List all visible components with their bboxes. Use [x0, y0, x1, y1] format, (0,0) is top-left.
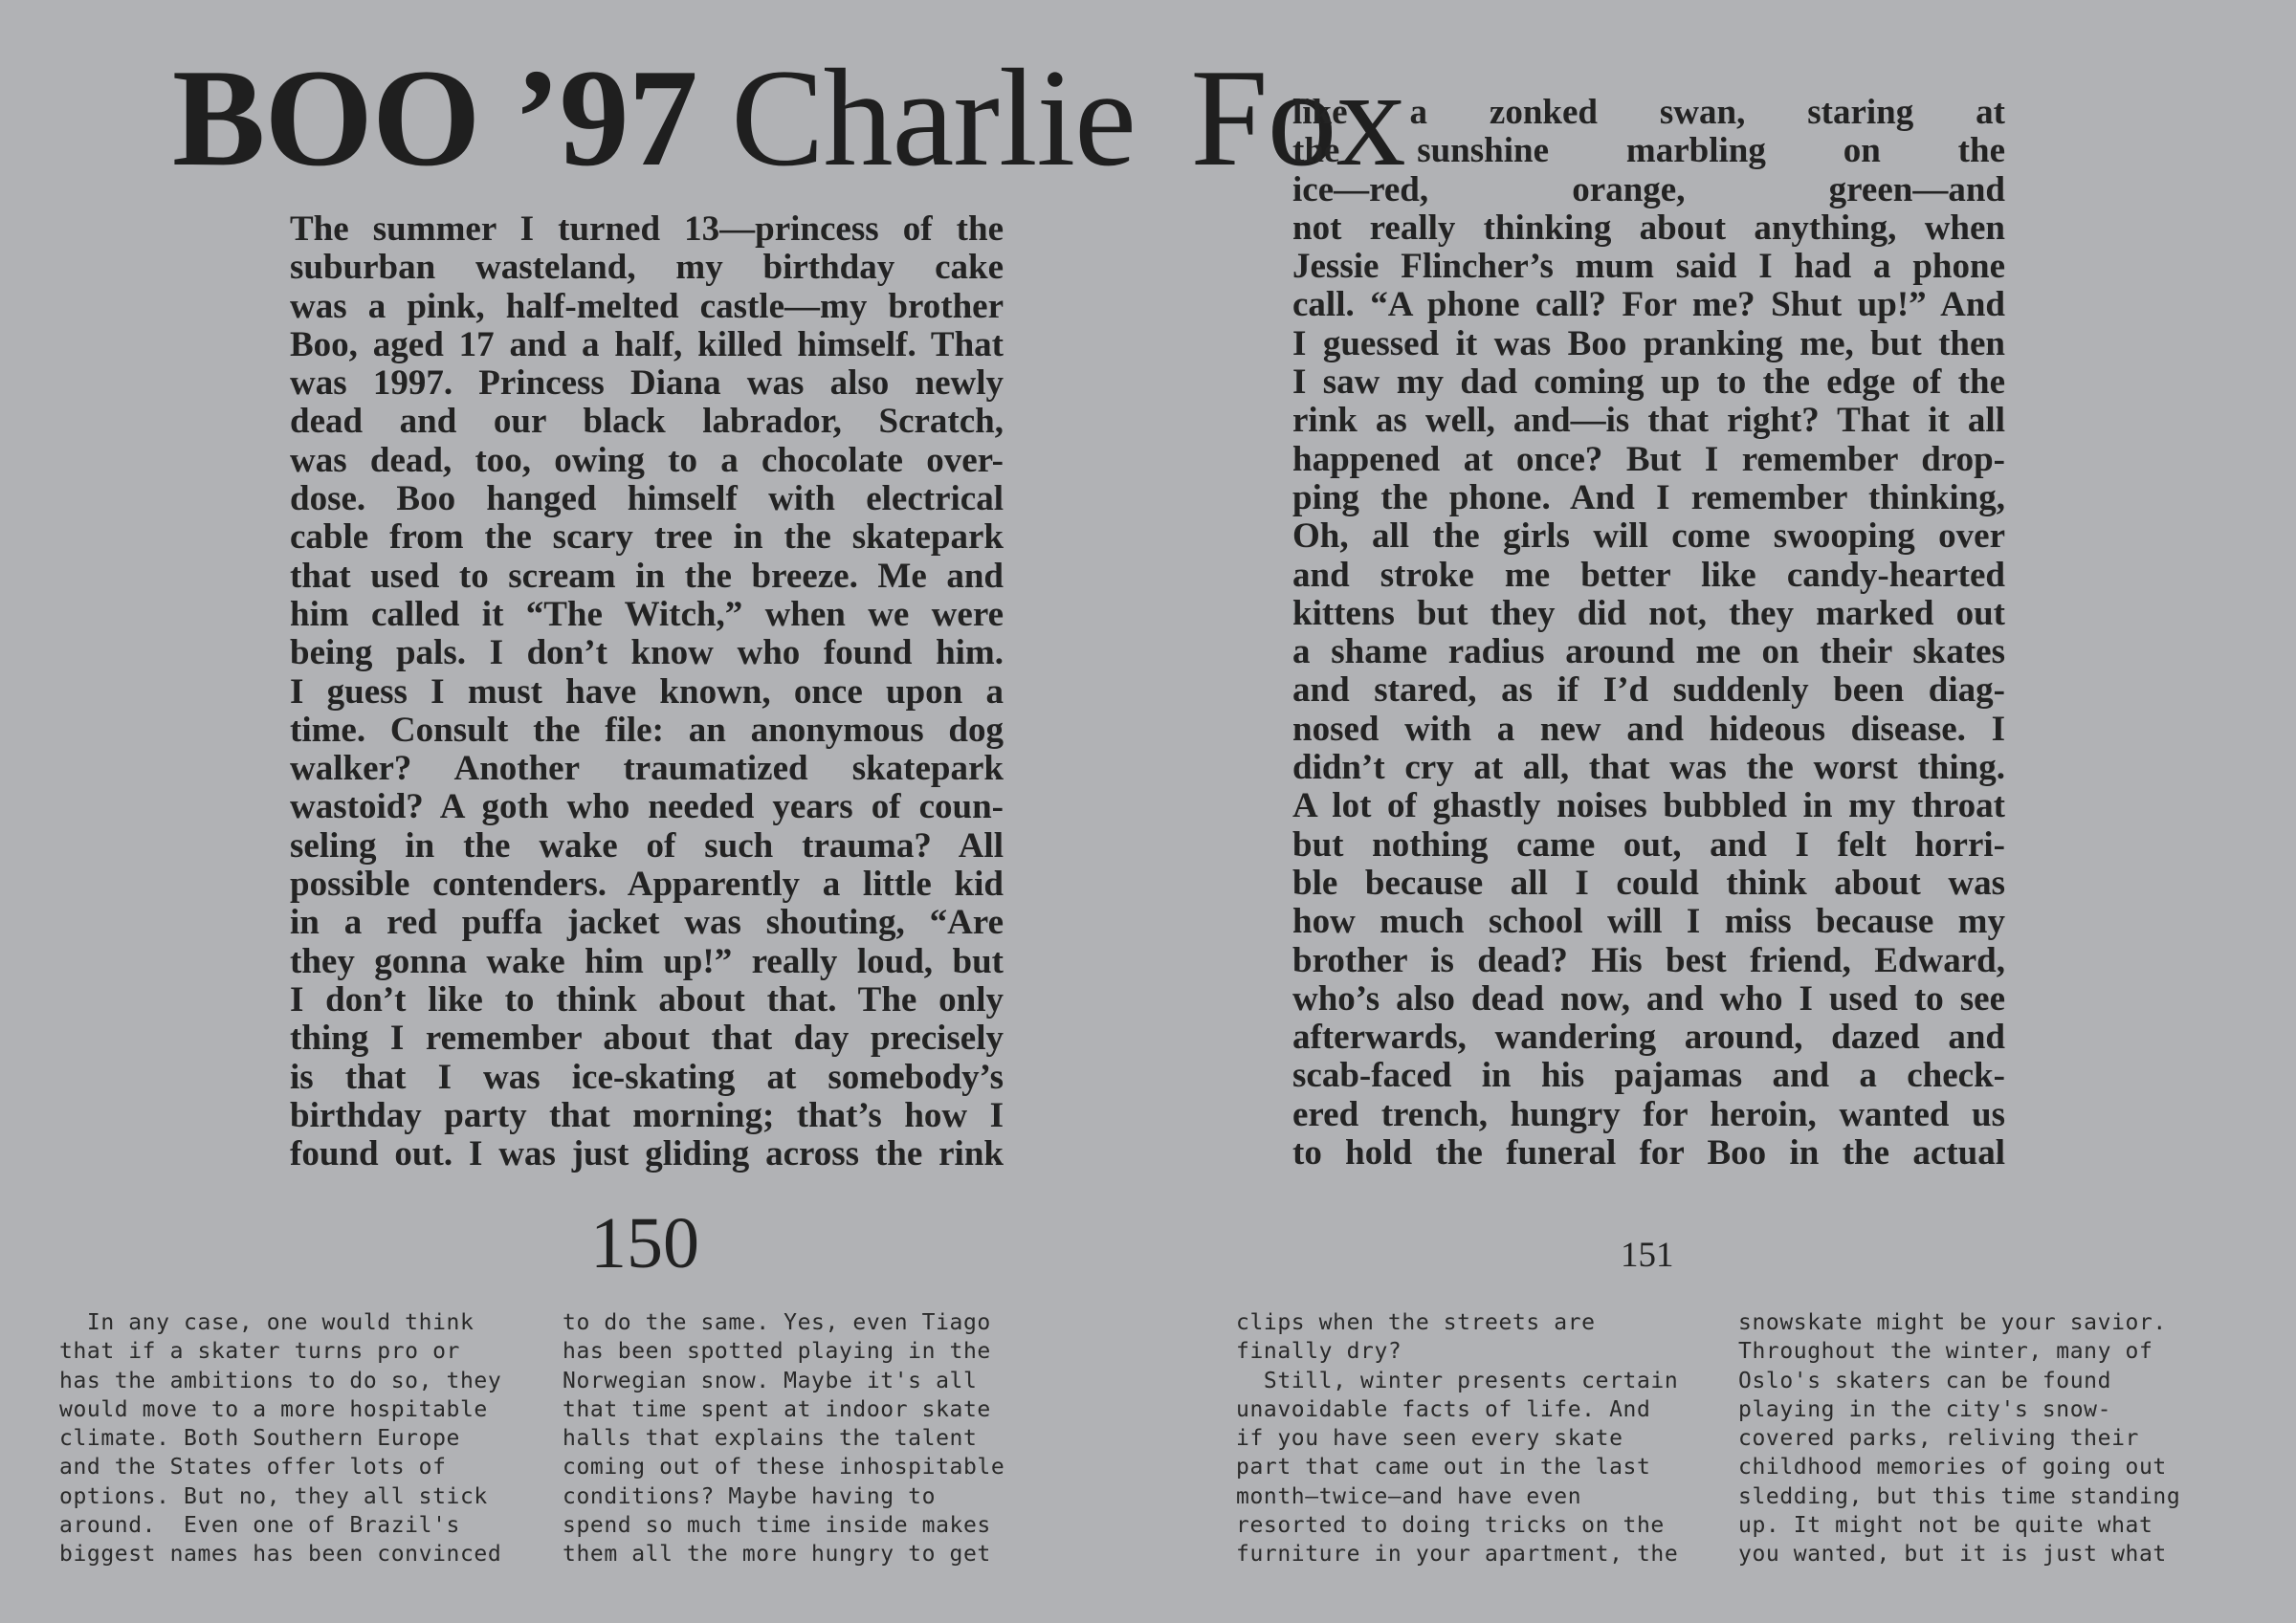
author-name: Charlie Fox	[731, 40, 1405, 195]
text-line: Jessie Flincher’s mum said I had a phone	[1292, 247, 2005, 287]
text-line: clips when the streets are	[1236, 1310, 1596, 1335]
text-line: would move to a more hospitable	[59, 1396, 488, 1422]
text-line: I guessed it was Boo pranking me, but then	[1292, 323, 2005, 363]
text-line: biggest names has been convinced	[59, 1542, 502, 1568]
text-line: resorted to doing tricks on the	[1236, 1513, 1665, 1539]
text-line: and stared, as if I’d suddenly been diag-	[1292, 670, 2005, 711]
text-line: Still, winter presents certain	[1236, 1368, 1679, 1393]
sidebar-column-3	[1236, 1308, 1678, 1569]
text-line: walker? Another traumatized skatepark	[290, 749, 1004, 789]
text-line: kittens but they did not, they marked out	[1292, 593, 2005, 633]
text-line: covered parks, reliving their	[1738, 1426, 2139, 1452]
text-line: part that came out in the last	[1236, 1455, 1651, 1480]
article-title	[172, 40, 1405, 195]
text-line: like a zonked swan, staring at	[1292, 93, 2005, 132]
text-line: nosed with a new and hideous disease. I	[1292, 709, 2005, 749]
text-line: The summer I turned 13—princess of the	[290, 209, 1004, 249]
title-boo-97: BOO ’97	[172, 40, 697, 195]
text-line: has been spotted playing in the	[563, 1339, 991, 1365]
text-line: dead and our black labrador, Scratch,	[290, 402, 1004, 442]
text-line: month—twice—and have even	[1236, 1483, 1582, 1509]
text-line: not really thinking about anything, when	[1292, 208, 2005, 248]
text-line: sledding, but this time standing	[1738, 1483, 2181, 1509]
text-line: ble because all I could think about was	[1292, 863, 2005, 903]
text-line: birthday party that morning; that’s how I	[290, 1095, 1004, 1135]
text-line: ping the phone. And I remember thinking,	[1292, 477, 2005, 517]
text-line: found out. I was just gliding across the rink	[290, 1134, 1004, 1174]
essay-left-column	[290, 210, 1004, 1173]
sidebar-column-2	[563, 1308, 1004, 1569]
text-line: furniture in your apartment, the	[1236, 1542, 1679, 1568]
text-line: thing I remember about that day precisely	[290, 1019, 1004, 1059]
page-number-left: 150	[590, 1203, 699, 1283]
text-line: how much school will I miss because my	[1292, 902, 2005, 942]
text-line: was 1997. Princess Diana was also newly	[290, 363, 1004, 404]
text-line: unavoidable facts of life. And	[1236, 1396, 1651, 1422]
text-line: and stroke me better like candy-hearted	[1292, 555, 2005, 595]
text-line: finally dry?	[1236, 1339, 1402, 1365]
text-line: possible contenders. Apparently a little kid	[290, 865, 1004, 905]
text-line: him called it “The Witch,” when we were	[290, 594, 1004, 634]
text-line: I saw my dad coming up to the edge of the	[1292, 362, 2005, 403]
sidebar-column-4	[1738, 1308, 2180, 1569]
text-line: but nothing came out, and I felt horri-	[1292, 824, 2005, 865]
text-line: scab-faced in his pajamas and a check-	[1292, 1056, 2005, 1096]
text-line: them all the more hungry to get	[563, 1542, 991, 1568]
text-line: conditions? Maybe having to	[563, 1483, 937, 1509]
text-line: Norwegian snow. Maybe it's all	[563, 1368, 978, 1393]
text-line: spend so much time inside makes	[563, 1513, 991, 1539]
text-line: the sunshine marbling on the	[1292, 131, 2005, 171]
text-line: Oh, all the girls will come swooping over	[1292, 516, 2005, 557]
text-line: options. But no, they all stick	[59, 1483, 488, 1509]
text-line: suburban wasteland, my birthday cake	[290, 248, 1004, 288]
text-line: Throughout the winter, many of	[1738, 1339, 2153, 1365]
text-line: wastoid? A goth who needed years of coun-	[290, 787, 1004, 827]
text-line: halls that explains the talent	[563, 1426, 978, 1452]
text-line: call. “A phone call? For me? Shut up!” And	[1292, 285, 2005, 325]
text-line: being pals. I don’t know who found him.	[290, 633, 1004, 673]
text-line: climate. Both Southern Europe	[59, 1426, 460, 1452]
text-line: time. Consult the file: an anonymous dog	[290, 710, 1004, 750]
text-line: cable from the scary tree in the skatepark	[290, 517, 1004, 558]
text-line: around. Even one of Brazil's	[59, 1513, 460, 1539]
text-line: happened at once? But I remember drop-	[1292, 439, 2005, 479]
text-line: In any case, one would think	[59, 1310, 475, 1335]
text-line: childhood memories of going out	[1738, 1455, 2167, 1480]
text-line: a shame radius around me on their skates	[1292, 632, 2005, 672]
text-line: was a pink, half-melted castle—my brother	[290, 286, 1004, 326]
text-line: coming out of these inhospitable	[563, 1455, 1005, 1480]
text-line: and the States offer lots of	[59, 1455, 447, 1480]
text-line: ered trench, hungry for heroin, wanted us	[1292, 1094, 2005, 1134]
text-line: didn’t cry at all, that was the worst thing.	[1292, 748, 2005, 788]
text-line: who’s also dead now, and who I used to see	[1292, 978, 2005, 1019]
text-line: in a red puffa jacket was shouting, “Are	[290, 903, 1004, 943]
text-line: you wanted, but it is just what	[1738, 1542, 2167, 1568]
text-line: they gonna wake him up!” really loud, but	[290, 941, 1004, 981]
text-line: snowskate might be your savior.	[1738, 1310, 2167, 1335]
text-line: Boo, aged 17 and a half, killed himself. That	[290, 324, 1004, 364]
text-line: I guess I must have known, once upon a	[290, 671, 1004, 712]
text-line: rink as well, and—is that right? That it all	[1292, 401, 2005, 441]
text-line: A lot of ghastly noises bubbled in my throat	[1292, 786, 2005, 826]
text-line: dose. Boo hanged himself with electrical	[290, 479, 1004, 519]
text-line: if you have seen every skate	[1236, 1426, 1623, 1452]
sidebar-column-1	[59, 1308, 501, 1569]
text-line: to do the same. Yes, even Tiago	[563, 1310, 991, 1335]
text-line: was dead, too, owing to a chocolate over-	[290, 440, 1004, 480]
text-line: is that I was ice-skating at somebody’s	[290, 1057, 1004, 1097]
text-line: that used to scream in the breeze. Me and	[290, 556, 1004, 596]
text-line: brother is dead? His best friend, Edward,	[1292, 940, 2005, 980]
text-line: that if a skater turns pro or	[59, 1339, 460, 1365]
text-line: that time spent at indoor skate	[563, 1396, 991, 1422]
text-line: playing in the city's snow-	[1738, 1396, 2112, 1422]
text-line: Oslo's skaters can be found	[1738, 1368, 2112, 1393]
text-line: ice—red, orange, green—and	[1292, 169, 2005, 209]
text-line: has the ambitions to do so, they	[59, 1368, 502, 1393]
text-line: up. It might not be quite what	[1738, 1513, 2153, 1539]
text-line: to hold the funeral for Boo in the actual	[1292, 1133, 2005, 1173]
text-line: afterwards, wandering around, dazed and	[1292, 1018, 2005, 1058]
essay-right-column	[1292, 94, 2005, 1173]
text-line: seling in the wake of such trauma? All	[290, 825, 1004, 866]
page-number-right: 151	[1621, 1236, 1674, 1275]
text-line: I don’t like to think about that. The only	[290, 979, 1004, 1020]
